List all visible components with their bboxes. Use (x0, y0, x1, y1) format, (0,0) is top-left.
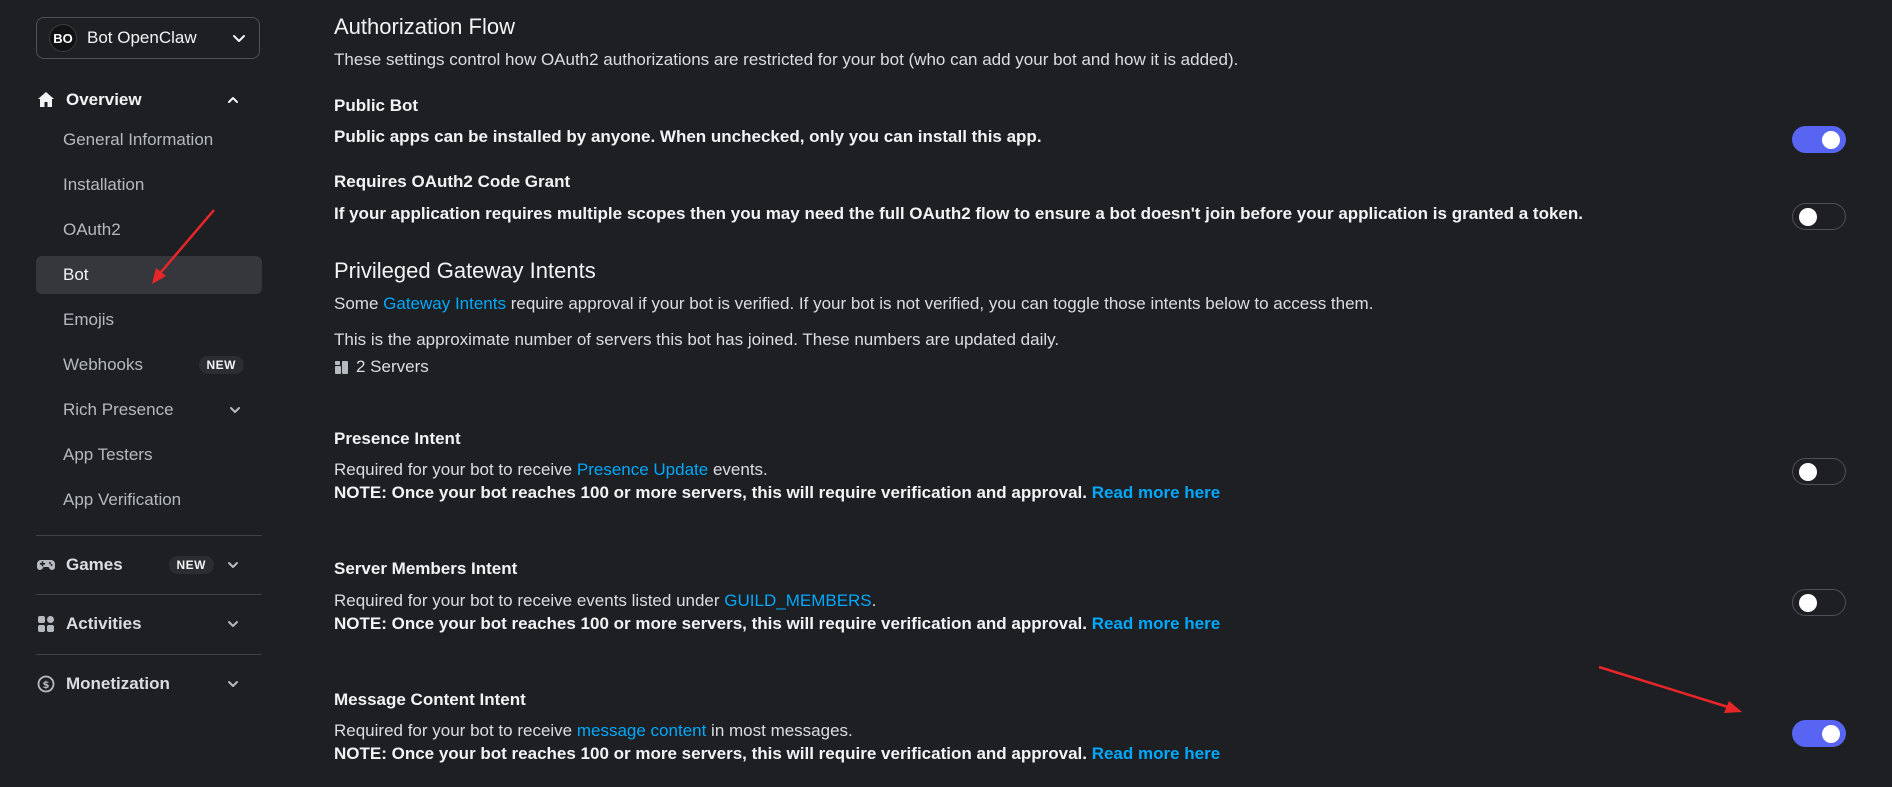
gateway-intents-link[interactable]: Gateway Intents (383, 294, 506, 313)
servers-description: This is the approximate number of servers this bot has joined. These numbers are updated daily. (334, 330, 1060, 349)
chevron-down-icon (231, 30, 247, 46)
text: Some (334, 294, 384, 313)
presence-intent-toggle[interactable] (1792, 458, 1846, 485)
text: Required for your bot to receive events listed under (334, 591, 725, 610)
chevron-down-icon (226, 558, 240, 572)
server-members-intent-note (334, 614, 1220, 634)
nav-monetization-label: Monetization (66, 674, 170, 693)
divider (36, 535, 262, 536)
sidebar-item-label: Webhooks (63, 355, 144, 374)
chevron-up-icon (226, 93, 240, 107)
text: events. (708, 460, 768, 479)
text: Required for your bot to receive (334, 721, 577, 740)
message-content-intent-toggle[interactable] (1792, 720, 1846, 747)
sidebar-item-app-testers[interactable] (36, 436, 262, 474)
divider (36, 594, 262, 595)
guild-members-link[interactable]: GUILD_MEMBERS (724, 591, 872, 610)
message-content-intent-description (334, 721, 853, 741)
nav-games[interactable] (36, 549, 260, 581)
sidebar-item-label: App Verification (63, 490, 182, 509)
servers-icon (334, 360, 349, 375)
text: NOTE: Once your bot reaches 100 or more servers, this will require verification and approval. (334, 744, 1092, 763)
gamepad-icon (36, 555, 56, 575)
toggle-knob (1822, 131, 1840, 149)
text: Required for your bot to receive (334, 460, 577, 479)
app-name: Bot OpenClaw (87, 28, 197, 47)
message-content-intent-note (334, 744, 1220, 764)
code-grant-description: If your application requires multiple scopes then you may need the full OAuth2 flow to ensure a bot doesn't join before your application is granted a token. (334, 204, 1583, 223)
sidebar-item-label: Installation (63, 175, 145, 194)
presence-intent-description (334, 460, 768, 480)
nav-monetization[interactable] (36, 668, 260, 700)
divider (36, 654, 262, 655)
authorization-flow-title: Authorization Flow (334, 14, 515, 39)
app-selector[interactable] (36, 17, 260, 59)
chevron-down-icon (226, 617, 240, 631)
sidebar-item-app-verification[interactable] (36, 481, 262, 519)
annotation-arrow-bot (146, 206, 218, 286)
presence-intent-note (334, 483, 1220, 503)
sidebar (0, 0, 300, 787)
server-members-intent-title: Server Members Intent (334, 559, 518, 578)
toggle-knob (1822, 725, 1840, 743)
toggle-knob (1799, 594, 1817, 612)
new-badge: NEW (199, 356, 245, 374)
privileged-intents-title: Privileged Gateway Intents (334, 258, 596, 283)
public-bot-description: Public apps can be installed by anyone. When unchecked, only you can install this app. (334, 127, 1042, 146)
nav-activities[interactable] (36, 608, 260, 640)
annotation-arrow-message-content (1596, 663, 1746, 715)
sidebar-item-label: Rich Presence (63, 400, 174, 419)
sidebar-item-rich-presence[interactable] (36, 391, 262, 429)
text: . (871, 591, 877, 610)
public-bot-title: Public Bot (334, 96, 419, 115)
server-members-intent-toggle[interactable] (1792, 589, 1846, 616)
toggle-knob (1799, 208, 1817, 226)
toggle-knob (1799, 463, 1817, 481)
text: NOTE: Once your bot reaches 100 or more servers, this will require verification and approval. (334, 614, 1092, 633)
sidebar-item-label: App Testers (63, 445, 153, 464)
server-members-intent-description (334, 591, 876, 611)
chevron-down-icon (226, 677, 240, 691)
authorization-flow-description: These settings control how OAuth2 authorizations are restricted for your bot (who can add your bot and how it is added). (334, 50, 1239, 69)
nav-overview-label: Overview (66, 90, 142, 109)
new-badge: NEW (169, 556, 215, 574)
read-more-link[interactable]: Read more here (1091, 744, 1221, 763)
app-avatar: BO (49, 24, 77, 52)
read-more-link[interactable]: Read more here (1091, 614, 1221, 633)
sidebar-item-label: OAuth2 (63, 220, 121, 239)
text: require approval if your bot is verified. If your bot is not verified, you can toggle those intents below to access them. (505, 294, 1374, 313)
servers-count-row (334, 357, 429, 377)
read-more-link[interactable]: Read more here (1091, 483, 1221, 502)
sidebar-item-emojis[interactable] (36, 301, 262, 339)
sidebar-item-label: Bot (63, 265, 89, 284)
activities-icon (36, 614, 56, 634)
message-content-link[interactable]: message content (576, 721, 707, 740)
text: in most messages. (706, 721, 853, 740)
sidebar-item-general-information[interactable] (36, 121, 262, 159)
code-grant-toggle[interactable] (1792, 203, 1846, 230)
presence-update-link[interactable]: Presence Update (576, 460, 709, 479)
home-icon (36, 90, 56, 110)
sidebar-item-label: Emojis (63, 310, 115, 329)
public-bot-toggle[interactable] (1792, 126, 1846, 153)
nav-activities-label: Activities (66, 614, 142, 633)
privileged-intents-description (334, 294, 1373, 314)
svg-text:$: $ (42, 680, 50, 691)
text: NOTE: Once your bot reaches 100 or more servers, this will require verification and approval. (334, 483, 1092, 502)
nav-overview[interactable] (36, 84, 260, 116)
presence-intent-title: Presence Intent (334, 429, 461, 448)
sidebar-item-installation[interactable] (36, 166, 262, 204)
nav-games-label: Games (66, 555, 123, 574)
code-grant-title: Requires OAuth2 Code Grant (334, 172, 571, 191)
sidebar-item-webhooks[interactable] (36, 346, 262, 384)
chevron-down-icon (228, 403, 242, 417)
monetization-icon (36, 674, 56, 694)
servers-count: 2 Servers (356, 357, 429, 376)
message-content-intent-title: Message Content Intent (334, 690, 526, 709)
sidebar-item-label: General Information (63, 130, 214, 149)
